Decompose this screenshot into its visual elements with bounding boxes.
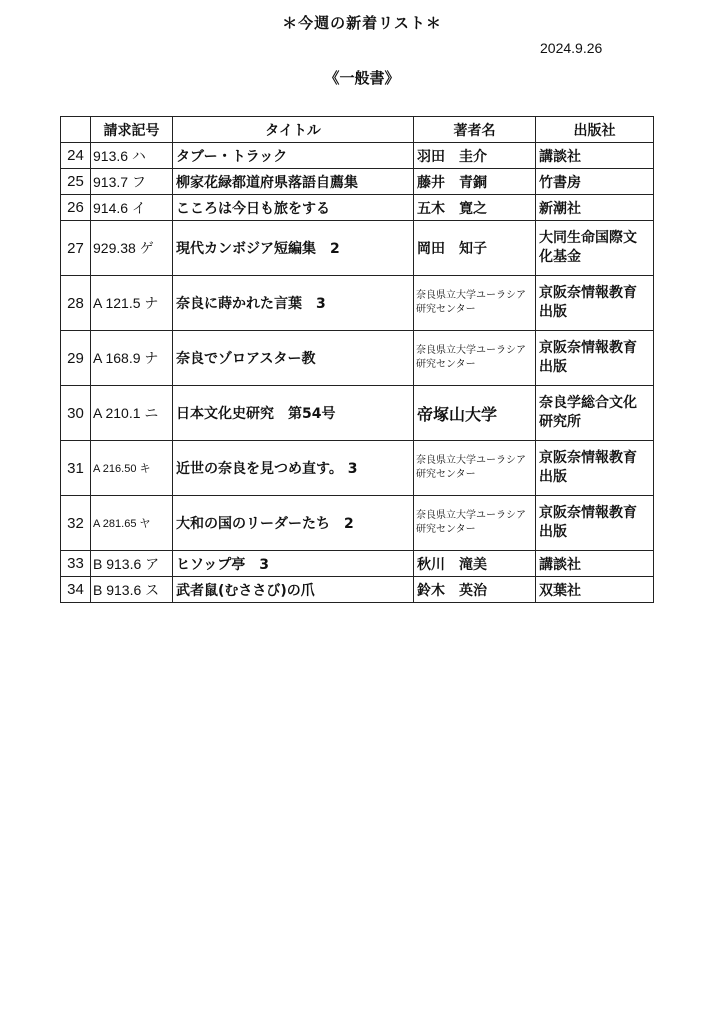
column-header-author: 著者名 <box>414 117 536 143</box>
author: 奈良県立大学ユーラシア研究センター <box>414 496 536 551</box>
call-number: A 216.50 キ <box>91 441 173 496</box>
page-title: ＊今週の新着リスト＊ <box>282 14 442 32</box>
table-row <box>61 195 654 221</box>
author: 羽田 圭介 <box>414 143 536 169</box>
author: 秋川 滝美 <box>414 551 536 577</box>
book-title: 大和の国のリーダーたち 2 <box>173 496 414 551</box>
publisher: 京阪奈情報教育出版 <box>536 496 654 551</box>
publisher: 講談社 <box>536 143 654 169</box>
column-header-title: タイトル <box>173 117 414 143</box>
book-title: 日本文化史研究 第54号 <box>173 386 414 441</box>
row-number: 27 <box>61 221 91 276</box>
publisher: 双葉社 <box>536 577 654 603</box>
table-row <box>61 169 654 195</box>
row-number: 31 <box>61 441 91 496</box>
row-number: 24 <box>61 143 91 169</box>
publisher: 京阪奈情報教育出版 <box>536 276 654 331</box>
new-books-table <box>60 116 654 603</box>
author: 奈良県立大学ユーラシア研究センター <box>414 331 536 386</box>
section-heading: 《一般書》 <box>324 69 400 87</box>
call-number: B 913.6 ア <box>91 551 173 577</box>
author: 鈴木 英治 <box>414 577 536 603</box>
row-number: 32 <box>61 496 91 551</box>
book-title: 近世の奈良を見つめ直す。 3 <box>173 441 414 496</box>
author: 藤井 青銅 <box>414 169 536 195</box>
call-number: A 168.9 ナ <box>91 331 173 386</box>
book-title: 柳家花緑都道府県落語自薦集 <box>173 169 414 195</box>
publisher: 奈良学総合文化研究所 <box>536 386 654 441</box>
table-row <box>61 331 654 386</box>
row-number: 28 <box>61 276 91 331</box>
call-number: A 210.1 ニ <box>91 386 173 441</box>
row-number: 26 <box>61 195 91 221</box>
table-row <box>61 551 654 577</box>
table-row <box>61 496 654 551</box>
list-date: 2024.9.26 <box>540 40 603 56</box>
call-number: 929.38 ゲ <box>91 221 173 276</box>
call-number: 913.6 ハ <box>91 143 173 169</box>
row-number: 30 <box>61 386 91 441</box>
row-number: 33 <box>61 551 91 577</box>
row-number: 25 <box>61 169 91 195</box>
publisher: 講談社 <box>536 551 654 577</box>
table-row <box>61 441 654 496</box>
table-row <box>61 221 654 276</box>
publisher: 大同生命国際文化基金 <box>536 221 654 276</box>
call-number: A 121.5 ナ <box>91 276 173 331</box>
table-row <box>61 276 654 331</box>
author: 岡田 知子 <box>414 221 536 276</box>
book-title: 現代カンボジア短編集 2 <box>173 221 414 276</box>
publisher: 竹書房 <box>536 169 654 195</box>
call-number: 913.7 フ <box>91 169 173 195</box>
call-number: 914.6 イ <box>91 195 173 221</box>
author: 奈良県立大学ユーラシア研究センター <box>414 276 536 331</box>
column-header-call-number: 請求記号 <box>91 117 173 143</box>
call-number: B 913.6 ス <box>91 577 173 603</box>
row-number: 29 <box>61 331 91 386</box>
publisher: 京阪奈情報教育出版 <box>536 331 654 386</box>
publisher: 京阪奈情報教育出版 <box>536 441 654 496</box>
book-title: 奈良に蒔かれた言葉 3 <box>173 276 414 331</box>
book-title: タブー・トラック <box>173 143 414 169</box>
call-number: A 281.65 ヤ <box>91 496 173 551</box>
table-row <box>61 577 654 603</box>
row-number: 34 <box>61 577 91 603</box>
column-header-number <box>61 117 91 143</box>
book-title: 奈良でゾロアスター教 <box>173 331 414 386</box>
author: 帝塚山大学 <box>414 386 536 441</box>
author: 五木 寛之 <box>414 195 536 221</box>
publisher: 新潮社 <box>536 195 654 221</box>
table-header-row <box>61 117 654 143</box>
author: 奈良県立大学ユーラシア研究センター <box>414 441 536 496</box>
book-title: 武者鼠(むささび)の爪 <box>173 577 414 603</box>
column-header-publisher: 出版社 <box>536 117 654 143</box>
table-row <box>61 386 654 441</box>
table-row <box>61 143 654 169</box>
book-title: こころは今日も旅をする <box>173 195 414 221</box>
book-title: ヒソップ亭 3 <box>173 551 414 577</box>
